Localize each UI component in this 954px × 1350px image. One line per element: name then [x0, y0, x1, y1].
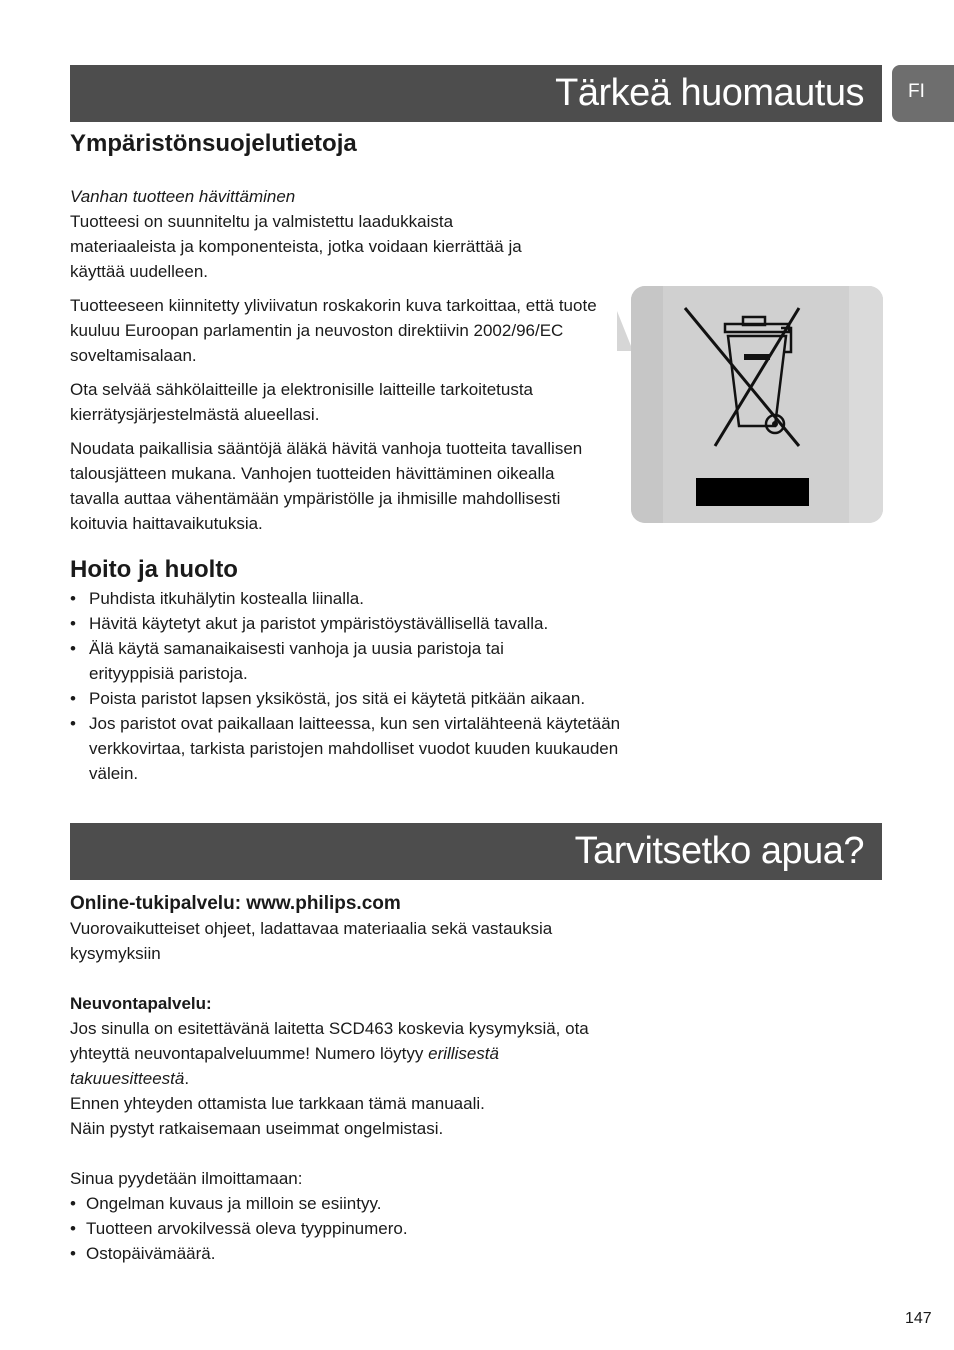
environment-paragraph: Noudata paikallisia sääntöjä äläkä hävitä vanhoja tuotteita tavallisen talousjätteen mukana. Vanhojen tuotteiden hävittäminen oikealla tavalla auttaa vähentämään ympäristölle ja ihmisille mahdollisesti koituvia haittavaikutuksia. — [70, 439, 583, 533]
language-tab-label: FI — [908, 81, 925, 102]
care-list — [70, 586, 621, 786]
language-tab — [892, 65, 954, 122]
environment-heading: Ympäristönsuojelutietoja — [70, 130, 357, 157]
page-number: 147 — [905, 1310, 932, 1327]
list-item: • Ongelman kuvaus ja milloin se esiintyy. — [70, 1191, 615, 1216]
care-heading: Hoito ja huolto — [70, 556, 238, 583]
list-item: • Hävitä käytetyt akut ja paristot ympäristöystävällisellä tavalla. — [70, 611, 610, 636]
service-heading: Neuvontapalvelu: — [70, 994, 212, 1013]
list-item: • Ostopäivämäärä. — [70, 1241, 615, 1266]
environment-text — [70, 184, 610, 545]
list-item: • Puhdista itkuhälytin kostealla liinalla. — [70, 586, 610, 611]
environment-paragraph: Ota selvää sähkölaitteille ja elektronisille laitteille tarkoitetusta kierrätysjärjestelmästä alueellasi. — [70, 380, 534, 424]
list-item: • Älä käytä samanaikaisesti vanhoja ja uusia paristoja tai erityyppisiä paristoja. — [70, 636, 549, 686]
environment-paragraph: Tuotteeseen kiinnitetty yliviivatun roskakorin kuva tarkoittaa, että tuote kuuluu Euroopan parlamentin ja neuvoston direktiivin 2002/96/EC soveltamisalaan. — [70, 296, 597, 365]
crossed-out-wheelie-bin-icon — [631, 286, 883, 523]
list-item: • Tuotteen arvokilvessä oleva tyyppinumero. — [70, 1216, 615, 1241]
list-item: • Poista paristot lapsen yksiköstä, jos sitä ei käytetä pitkään aikaan. — [70, 686, 589, 711]
ask-intro: Sinua pyydetään ilmoittamaan: — [70, 1169, 303, 1188]
page-title: Tärkeä huomautus — [555, 72, 864, 114]
online-support-heading: Online-tukipalvelu: www.philips.com — [70, 893, 401, 914]
section-banner-help — [70, 823, 882, 880]
care-list-container — [70, 586, 621, 786]
help-text — [70, 891, 615, 1266]
environment-subheading: Vanhan tuotteen hävittäminen — [70, 187, 296, 206]
weee-symbol-panel — [631, 286, 883, 523]
service-line: Näin pystyt ratkaisemaan useimmat ongelmistasi. — [70, 1119, 444, 1138]
environment-paragraph: Tuotteesi on suunniteltu ja valmistettu laadukkaista materiaaleista ja komponenteista, jotka voidaan kierrättää ja käyttää uudelleen. — [70, 212, 522, 281]
service-line: Ennen yhteyden ottamista lue tarkkaan tämä manuaali. — [70, 1094, 485, 1113]
section-banner-important-notice — [70, 65, 882, 122]
help-title: Tarvitsetko apua? — [574, 830, 864, 872]
service-text: Jos sinulla on esitettävänä laitetta SCD463 koskevia kysymyksiä, ota yhteyttä neuvontapalveluumme! Numero löytyy erillisestä takuuesitteestä. — [70, 1019, 589, 1088]
ask-list — [70, 1191, 615, 1266]
online-support-text: Vuorovaikutteiset ohjeet, ladattavaa materiaalia sekä vastauksia kysymyksiin — [70, 919, 553, 963]
list-item: • Jos paristot ovat paikallaan laitteessa, kun sen virtalähteenä käytetään verkkovirtaa, tarkista paristojen mahdolliset vuodot kuuden kuukauden välein. — [70, 711, 629, 786]
